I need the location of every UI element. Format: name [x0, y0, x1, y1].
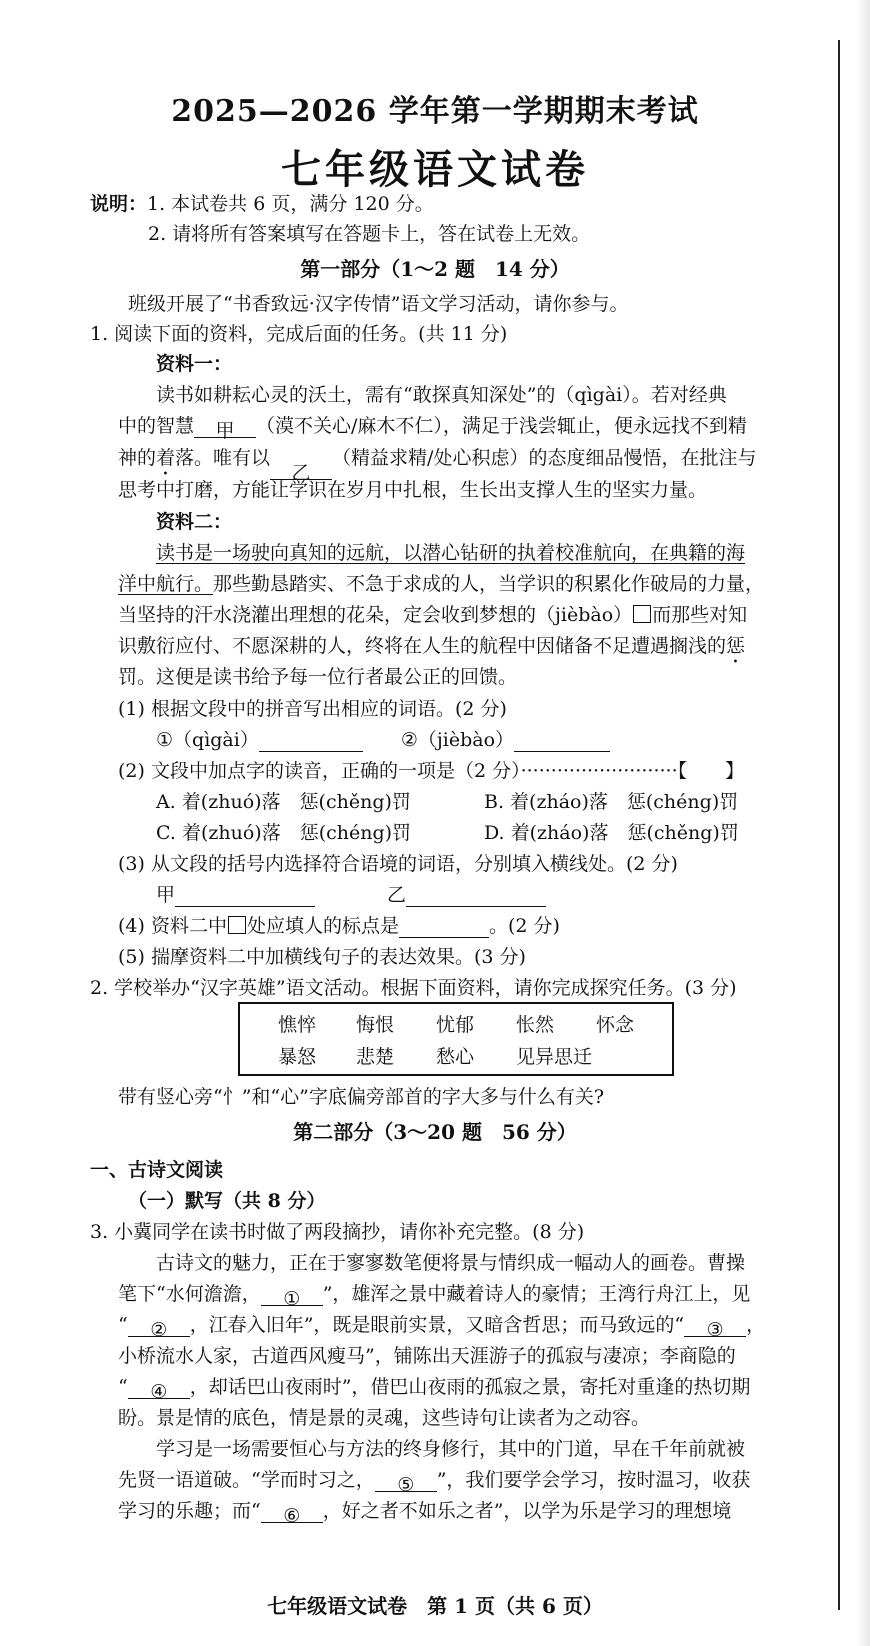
q3-line-6: 盼。景是情的底色，情是景的灵魂，这些诗句让读者为之动容。: [118, 1407, 651, 1429]
sub-question-4: [118, 914, 560, 938]
material-2-line-4: [118, 634, 745, 668]
text-run: ，江春入旧年”，既是眼前实景，又暗含哲思；而马致远的“: [189, 1314, 685, 1336]
word-item: 怀念: [596, 1014, 635, 1036]
answer-blank-jiebao: [514, 733, 610, 752]
answer-blank-jia: [175, 888, 315, 907]
text-run: 。(2 分): [488, 915, 560, 937]
q3-line-9: [118, 1499, 732, 1527]
material-1-line-2: [118, 414, 747, 442]
page-footer: 七年级语文试卷 第 1 页（共 6 页）: [267, 1594, 603, 1618]
option-a: A. 着(zhuó)落 惩(chěng)罚: [156, 791, 411, 813]
blank-5: ⑤: [375, 1473, 437, 1492]
material-2-line-3: [118, 603, 747, 627]
material-1-line-4: 思考中打磨，方能让学识在岁月中扎根，生长出支撑人生的坚实力量。: [118, 479, 708, 501]
sub-question-3-answers: [156, 883, 546, 907]
part2-heading: 第二部分（3～20 题 56 分）: [293, 1120, 577, 1144]
material-2-line-1: 读书是一场驶向真知的远航，以潜心钻研的执着校准航向，在典籍的海: [156, 542, 746, 564]
q3-line-2: [118, 1282, 751, 1310]
word-item: 怅然: [516, 1014, 555, 1036]
material-1-label: 资料一：: [156, 353, 233, 375]
notes-line-1: [90, 192, 434, 216]
word-list-box: [238, 1002, 674, 1076]
answer-blank-punctuation: [399, 919, 489, 938]
sub-question-2: (2) 文段中加点字的读音，正确的一项是（2 分）··························【 】: [118, 760, 745, 782]
part1-heading: 第一部分（1～2 题 14 分）: [300, 257, 570, 281]
word-item: 悔恨: [356, 1014, 395, 1036]
text-run: 笔下“水何澹澹，: [118, 1283, 261, 1305]
question-2-ask: 带有竖心旁“忄”和“心”字底偏旁部首的字大多与什么有关?: [118, 1086, 605, 1108]
text-run: 那些勤恳踏实、不急于求成的人，当学识的积累化作破局的力量，: [213, 573, 765, 595]
underlined-sentence-end: 洋中航行。: [118, 573, 214, 595]
text-run: 处应填人的标点是: [246, 915, 399, 937]
q3-line-7: 学习是一场需要恒心与方法的终身修行，其中的门道，早在千年前就被: [156, 1438, 746, 1460]
question-3-stem: 3. 小冀同学在读书时做了两段摘抄，请你补充完整。(8 分): [90, 1221, 585, 1243]
answer-blank-yi: [406, 888, 546, 907]
dotted-char-cheng: 惩: [726, 635, 746, 657]
answer-blank-qigai: [259, 733, 363, 752]
dotted-char-zhuo: 着: [156, 447, 176, 469]
question-1-stem: 1. 阅读下面的资料，完成后面的任务。(共 11 分): [90, 323, 508, 345]
part1-intro: 班级开展了“书香致远·汉字传情”语文学习活动，请你参与。: [128, 293, 629, 315]
option-b: B. 着(zháo)落 惩(chéng)罚: [484, 791, 739, 813]
material-1-line-1: 读书如耕耘心灵的沃土，需有“敢探真知深处”的（qìgài）。若对经典: [156, 384, 727, 406]
sub-question-5: (5) 揣摩资料二中加横线句子的表达效果。(3 分): [118, 946, 526, 968]
material-2-line-2: [118, 572, 764, 596]
word-item: 暴怒: [278, 1046, 317, 1068]
option-d: D. 着(zháo)落 惩(chěng)罚: [484, 822, 739, 844]
page-edge-shadow: [856, 0, 870, 1646]
text-run: “: [118, 1314, 128, 1336]
blank-4: ④: [128, 1380, 190, 1399]
pinyin-qigai: ①（qìgài）: [156, 729, 259, 751]
blank-3: ③: [684, 1318, 746, 1337]
text-run: ”，我们要学会学习，按时温习，收获: [436, 1469, 751, 1491]
text-run: 神的: [118, 447, 157, 469]
notes-item-1: 1. 本试卷共 6 页，满分 120 分。: [147, 193, 434, 215]
q3-line-1: 古诗文的魅力，正在于寥寥数笔便将景与情织成一幅动人的画卷。曹操: [156, 1252, 746, 1274]
blank-yi: 乙: [270, 461, 332, 480]
pinyin-jiebao: ②（jièbào）: [400, 729, 515, 751]
subsection-heading-recitation: （一）默写（共 8 分）: [128, 1190, 326, 1212]
word-item: 憔悴: [278, 1014, 317, 1036]
blank-jia: 甲: [194, 419, 256, 438]
sub-question-1: (1) 根据文段中的拼音写出相应的词语。(2 分): [118, 698, 507, 720]
text-run: ”，雄浑之景中藏着诗人的豪情；王湾行舟江上，见: [322, 1283, 751, 1305]
blank-2: ②: [128, 1318, 190, 1337]
text-run: 先贤一语道破。“学而时习之，: [118, 1469, 375, 1491]
option-c: C. 着(zhuó)落 惩(chéng)罚: [156, 822, 412, 844]
notes-label: 说明：: [90, 193, 148, 215]
blank-6: ⑥: [261, 1504, 323, 1523]
q3-line-3: [118, 1313, 766, 1341]
blank-1: ①: [261, 1287, 323, 1306]
punctuation-box: [228, 916, 246, 934]
word-item: 忧郁: [436, 1014, 475, 1036]
text-run: （精益求精/处心积虑）的态度细品慢悟，在批注与: [332, 447, 757, 469]
sub-question-1-answers: [156, 728, 610, 752]
word-item: 愁心: [436, 1046, 475, 1068]
word-item: 见异思迁: [516, 1046, 593, 1068]
text-run: 落。唯有以: [175, 447, 271, 469]
label-jia: 甲: [156, 884, 176, 906]
text-run: ，好之者不如乐之者”，以学为乐是学习的理想境: [322, 1500, 732, 1522]
text-run: “: [118, 1376, 128, 1398]
question-2-stem: 2. 学校举办“汉字英雄”语文活动。根据下面资料，请你完成探究任务。(3 分): [90, 977, 737, 999]
material-2-line-5: 罚。这便是读书给予每一位行者最公正的回馈。: [118, 666, 518, 688]
exam-subtitle: 七年级语文试卷: [281, 146, 589, 193]
punctuation-box: [633, 605, 651, 623]
text-run: （漠不关心/麻木不仁），满足于浅尝辄止，便永远找不到精: [256, 415, 747, 437]
q3-line-4: 小桥流水人家，古道西风瘦马”，铺陈出天涯游子的孤寂与凄凉；李商隐的: [118, 1345, 736, 1367]
text-run: 而那些对知: [652, 604, 748, 626]
label-yi: 乙: [387, 884, 407, 906]
word-item: 悲楚: [356, 1046, 395, 1068]
q3-line-5: [118, 1375, 751, 1403]
text-run: (4) 资料二中: [118, 915, 227, 937]
exam-title: 2025—2026 学年第一学期期末考试: [171, 94, 699, 129]
sub-question-3: (3) 从文段的括号内选择符合语境的词语，分别填入横线处。(2 分): [118, 853, 678, 875]
q3-line-8: [118, 1468, 751, 1496]
text-run: 当坚持的汗水浇灌出理想的花朵，定会收到梦想的（jièbào）: [118, 604, 633, 626]
text-run: ，: [746, 1314, 766, 1336]
text-run: ，却话巴山夜雨时”，借巴山夜雨的孤寂之景，寄托对重逢的热切期: [189, 1376, 751, 1398]
material-2-label: 资料二：: [156, 511, 233, 533]
text-run: 识敷衍应付、不愿深耕的人，终将在人生的航程中因储备不足遭遇搁浅的: [118, 635, 727, 657]
material-1-line-3: [118, 446, 757, 484]
text-run: 中的智慧: [118, 415, 195, 437]
text-run: 学习的乐趣；而“: [118, 1500, 261, 1522]
notes-item-2: 2. 请将所有答案填写在答题卡上，答在试卷上无效。: [148, 223, 591, 245]
section-heading-poetry: 一、古诗文阅读: [90, 1159, 224, 1181]
